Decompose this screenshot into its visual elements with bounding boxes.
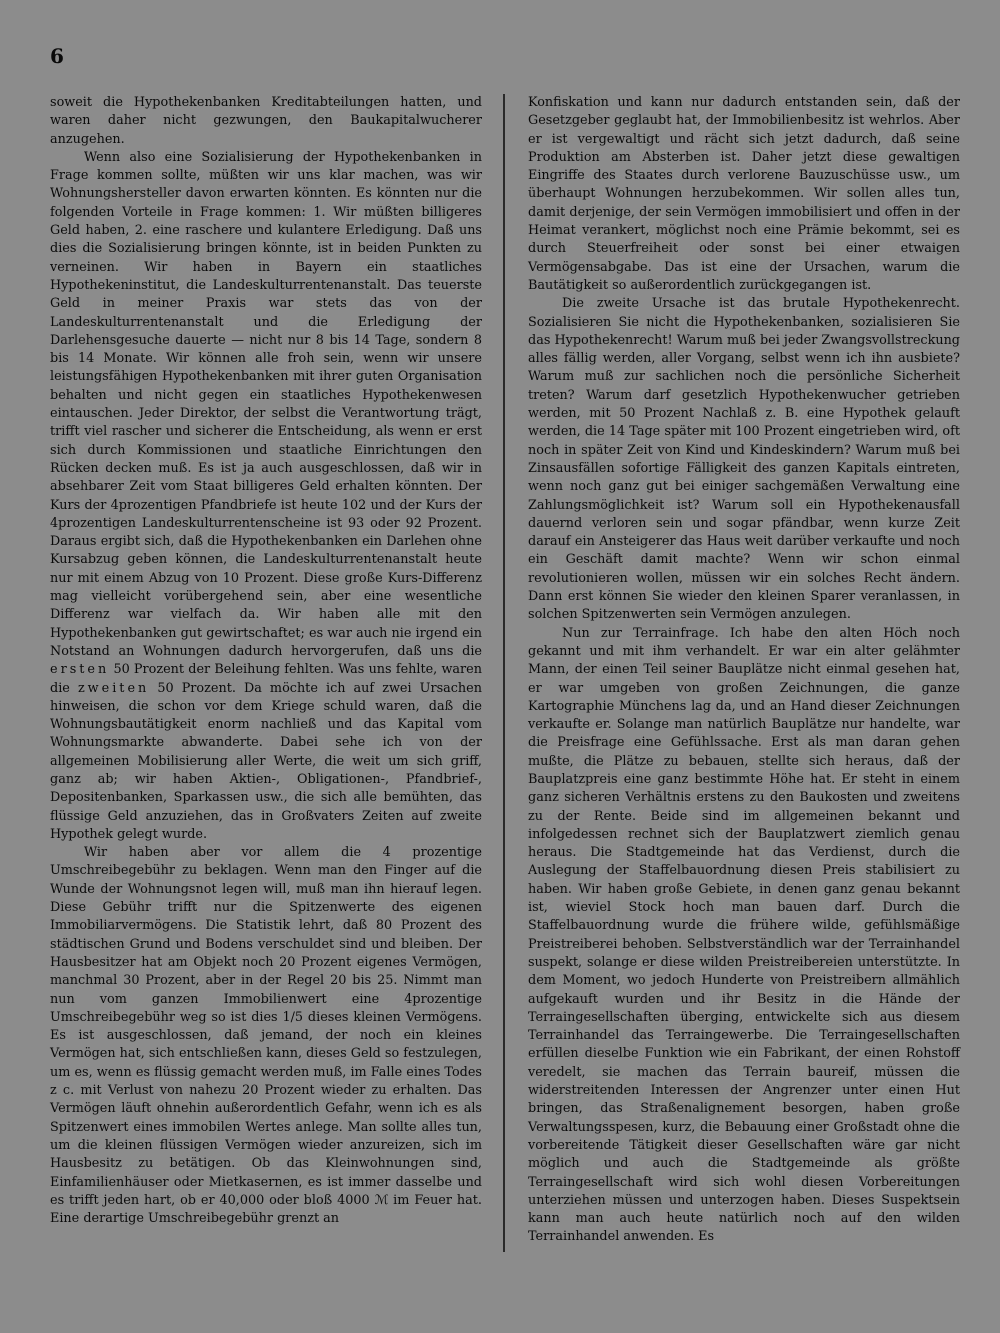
paragraph: Wir haben aber vor allem die 4 prozentige Umschreibegebühr zu beklagen. Wenn man den Finger auf die Wunde der Wohnungsnot legen will, muß man ihn hierauf legen. Diese Gebühr trifft nur die Spitzenwerte des eigenen Immobiliarvermögens. Die Statistik lehrt, daß 80 Prozent des städtischen Grund und Bodens verschuldet sind und bleiben. Der Hausbesitzer hat am Objekt noch 20 Prozent eigenes Vermögen, manchmal 30 Prozent, aber in der Regel 20 bis 25. Nimmt man nun vom ganzen Immobilienwert eine 4prozentige Umschreibegebühr weg so ist dies 1/5 dieses kleinen Vermögens. Es ist ausgeschlossen, daß jemand, der noch ein kleines Vermögen hat, sich entschließen kann, dieses Geld so festzulegen, um es, wenn es flüssig gemacht werden muß, im Falle eines Todes z c. mit Verlust von nahezu 20 Prozent wieder zu erhalten. Das Vermögen läuft ohnehin außerordentlich Gefahr, wenn ich es als Spitzenwert eines immobilen Wertes anlege. Man sollte alles tun, um die kleinen flüssigen Vermögen wieder anzureizen, sich im Hausbesitz zu betätigen. Ob das Kleinwohnungen sind, Einfamilienhäuser oder Mietkasernen, es ist immer dasselbe und es trifft jeden hart, ob er 40,000 oder bloß 4000 ℳ im Feuer hat. Eine derartige Umschreibegebühr grenzt an bbox=[50, 845, 482, 1227]
paragraph-text: Wenn also eine Sozialisierung der Hypothekenbanken in Frage kommen sollte, müßten wir uns klar machen, was wir Wohnungshersteller davon erwarten könnten. Es könnten nur die folgenden Vorteile in Frage kommen: 1. Wir müßten billigeres Geld haben, 2. eine raschere und kulantere Erledigung. Daß uns dies die Sozialisierung bringen könnte, ist in beiden Punkten zu verneinen. Wir haben in Bayern ein staatliches Hypothekeninstitut, die Landeskulturrentenanstalt. Das teuerste Geld in meiner Praxis war stets das von der Landeskulturrentenanstalt und die Erledigung der Darlehensgesuche dauerte — nicht nur 8 bis 14 Tage, sondern 8 bis 14 Monate. Wir können alle froh sein, wenn wir unsere leistungsfähigen Hypothekenbanken mit ihrer guten Organisation behalten und nicht gegen ein staatliches Hypothekenwesen eintauschen. Jeder Direktor, der selbst die Verantwortung trägt, trifft viel rascher und sicherer die Entscheidung, als wenn er erst sich durch Kommissionen und staatliche Einrichtungen den Rücken decken muß. Es ist ja auch ausgeschlossen, daß wir in absehbarer Zeit vom Staat billigeres Geld erhalten könnten. Der Kurs der 4prozentigen Pfandbriefe ist heute 102 und der Kurs der 4prozentigen Landeskulturrentenscheine ist 93 oder 92 Prozent. Daraus ergibt sich, daß die Hypothekenbanken ein Darlehen ohne Kursabzug geben können, die Landeskulturrentenanstalt heute nur mit einem Abzug von 10 Prozent. Diese große Kurs-Differenz mag vielleicht vorübergehend sein, aber eine wesentliche Differenz war vielfach da. Wir haben alle mit den Hypothekenbanken gut gewirtschaftet; es war auch nie irgend ein Notstand an Wohnungen dadurch hervorgerufen, daß uns die bbox=[50, 149, 482, 659]
emphasized-word: ersten bbox=[50, 662, 110, 678]
paragraph bbox=[50, 149, 482, 844]
emphasized-word: zweiten bbox=[77, 680, 150, 696]
paragraph: Die zweite Ursache ist das brutale Hypothekenrecht. Sozialisieren Sie nicht die Hypothekenbanken, sozialisieren Sie das Hypothekenrecht! Warum muß bei jeder Zwangsvollstreckung alles fällig werden, aller Vorgang, selbst wenn ich ihn ausbiete? Warum muß zur sachlichen noch die persönliche Sicherheit treten? Warum darf gesetzlich Hypothekenwucher getrieben werden, mit 50 Prozent Nachlaß z. B. eine Hypothek gelauft werden, die 14 Tage später mit 100 Prozent eingetrieben wird, oft noch in später Zeit von Kind und Kindeskindern? Warum muß bei Zinsausfällen sofortige Fälligkeit des ganzen Kapitals eintreten, wenn noch ganz gut bei einiger sachgemäßen Verwaltung eine Zahlungsmöglichkeit ist? Warum soll ein Hypothekenausfall dauernd verloren sein und sogar pfändbar, wenn kurze Zeit darauf ein Ansteigerer das Haus weit darüber verkaufte und noch ein Geschäft damit machte? Wenn wir schon einmal revolutionieren wollen, müssen wir ein solches Recht ändern. Dann erst können Sie wieder den kleinen Sparer veranlassen, in solchen Spitzenwerten sein Vermögen anzulegen. bbox=[528, 296, 960, 623]
paragraph: Nun zur Terrainfrage. Ich habe den alten Höch noch gekannt und mit ihm verhandelt. Er war ein alter gelähmter Mann, der einen Teil seiner Bauplätze nicht einmal gesehen hat, er war umgeben von großen Zeichnungen, die ganze Kartographie Münchens lag da, und an Hand dieser Zeichnungen verkaufte er. Solange man natürlich Bauplätze nur handelte, war die Preisfrage eine Gefühlssache. Erst als man daran gehen mußte, die Plätze zu bebauen, stellte sich heraus, daß der Bauplatzpreis eine ganz bestimmte Höhe hat. Er steht in einem ganz sicheren Verhältnis erstens zu den Baukosten und zweitens zu der Rente. Beide sind im allgemeinen bekannt und infolgedessen rechnet sich der Bauplatzwert ziemlich genau heraus. Die Stadtgemeinde hat das Verdienst, durch die Auslegung der Staffelbauordnung diesen Preis stabilisiert zu haben. Wir haben große Gebiete, in denen ganz genau bekannt ist, wieviel Stock hoch man bauen darf. Durch die Staffelbauordnung wurde die frühere wilde, gefühlsmäßige Preistreiberei behoben. Selbstverständlich war der Terrainhandel suspekt, solange er diese wilden Preistreibereien unterstützte. In dem Moment, wo jedoch Hunderte von Preistreibern allmählich aufgekauft wurden und ihr Besitz in die Hände der Terraingesellschaften überging, entwickelte sich aus diesem Terrainhandel das Terraingewerbe. Die Terraingesellschaften erfüllen dieselbe Funktion wie ein Fabrikant, der einen Rohstoff veredelt, sie machen das Terrain baureif, müssen die widerstreitenden Interessen der Angrenzer unter einen Hut bringen, das Straßenalignement besorgen, haben große Verwaltungsspesen, kurz, die Bebauung einer Großstadt ohne die vorbereitende Tätigkeit dieser Gesellschaften wäre gar nicht möglich und auch die Stadtgemeinde als größte Terraingesellschaft wird sich wohl diesen Vorbereitungen unterziehen müssen und unterzogen haben. Dieses Suspektsein kann man auch heute natürlich noch auf den wilden Terrainhandel anwenden. Es bbox=[528, 625, 960, 1245]
page-number: 6 bbox=[50, 44, 64, 68]
paragraph: soweit die Hypothekenbanken Kreditabteilungen hatten, und waren daher nicht gezwungen, den Baukapitalwucherer anzugehen. bbox=[50, 95, 482, 147]
column-divider bbox=[503, 94, 505, 1252]
left-column bbox=[50, 94, 482, 1228]
right-column bbox=[528, 94, 960, 1247]
paragraph-text: 50 Prozent der Beleihung fehlten. Was uns fehlte, waren die bbox=[50, 662, 482, 696]
paragraph: Konfiskation und kann nur dadurch entstanden sein, daß der Gesetzgeber geglaubt hat, der Immobilienbesitz ist wehrlos. Aber er ist vergewaltigt und rächt sich jetzt dadurch, daß seine Produktion am Absterben ist. Daher jetzt diese gewaltigen Eingriffe des Staates durch verlorene Bauzuschüsse usw., um überhaupt Wohnungen herzubekommen. Wir sollen alles tun, damit derjenige, der sein Vermögen immobilisiert und offen in der Heimat verankert, möglichst noch eine Prämie bekommt, sei es durch Steuerfreiheit oder sonst bei einer etwaigen Vermögensabgabe. Das ist eine der Ursachen, warum die Bautätigkeit so außerordentlich zurückgegangen ist. bbox=[528, 95, 960, 293]
paragraph-text: 50 Prozent. Da möchte ich auf zwei Ursachen hinweisen, die schon vor dem Kriege schuld waren, daß die Wohnungsbautätigkeit enorm nachließ und das Kapital vom Wohnungsmarkte abwanderte. Dabei sehe ich von der allgemeinen Mobilisierung aller Werte, die weit um sich griff, ganz ab; wir haben Aktien-, Obligationen-, Pfandbrief-, Depositenbanken, Sparkassen usw., die sich alle bemühten, das flüssige Geld anzuziehen, das in Großvaters Zeiten auf zweite Hypothek gelegt wurde. bbox=[50, 680, 482, 842]
